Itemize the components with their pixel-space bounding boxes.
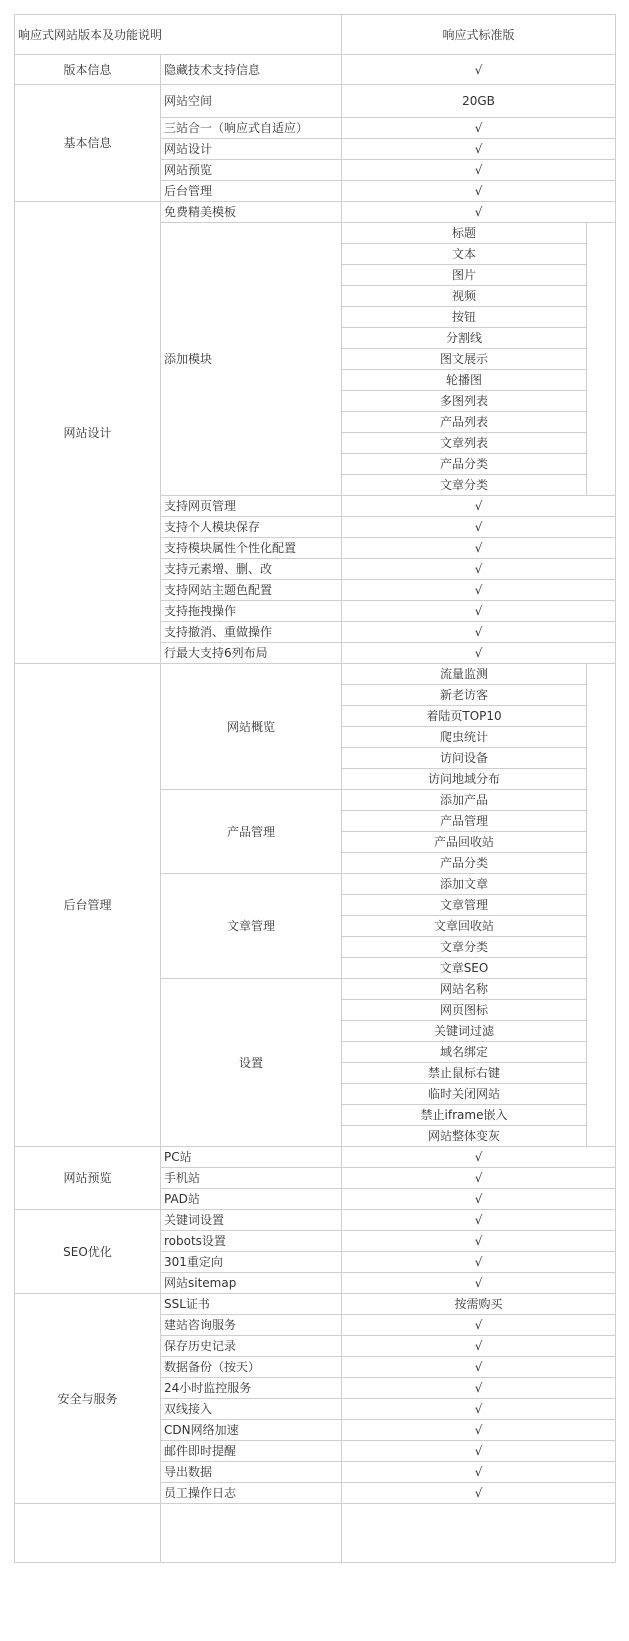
value-cell: √: [342, 1357, 616, 1378]
feature-cell: 301重定向: [161, 1252, 342, 1273]
value-cell: √: [342, 601, 616, 622]
admin-item: 网页图标: [342, 1000, 587, 1021]
value-cell: 20GB: [342, 85, 616, 118]
feature-cell: PAD站: [161, 1189, 342, 1210]
value-cell: √: [342, 559, 616, 580]
value-cell: √: [342, 55, 616, 85]
admin-group-label: 设置: [161, 979, 342, 1147]
value-cell: √: [342, 1462, 616, 1483]
value-cell: √: [342, 1378, 616, 1399]
value-cell: √: [342, 496, 616, 517]
table-row: [15, 1210, 616, 1231]
value-cell: √: [342, 517, 616, 538]
value-cell: √: [342, 580, 616, 601]
category-cell: SEO优化: [15, 1210, 161, 1294]
module-item: 文章分类: [342, 475, 587, 496]
feature-cell: CDN网络加速: [161, 1420, 342, 1441]
admin-group-label: 产品管理: [161, 790, 342, 874]
category-cell: 网站设计: [15, 202, 161, 664]
feature-cell: 邮件即时提醒: [161, 1441, 342, 1462]
feature-cell: 24小时监控服务: [161, 1378, 342, 1399]
admin-group-label: 文章管理: [161, 874, 342, 979]
value-cell: √: [342, 1231, 616, 1252]
empty-cell: [15, 1504, 161, 1563]
value-cell: √: [342, 118, 616, 139]
value-cell: √: [342, 139, 616, 160]
value-cell: √: [342, 622, 616, 643]
feature-cell: 双线接入: [161, 1399, 342, 1420]
admin-item: 域名绑定: [342, 1042, 587, 1063]
table-row: [15, 1147, 616, 1168]
value-cell: √: [342, 160, 616, 181]
admin-group-label: 网站概览: [161, 664, 342, 790]
feature-cell: 网站空间: [161, 85, 342, 118]
module-item: 图片: [342, 265, 587, 286]
admin-item: 文章分类: [342, 937, 587, 958]
value-cell: √: [342, 538, 616, 559]
feature-cell: 网站sitemap: [161, 1273, 342, 1294]
modules-label: 添加模块: [161, 223, 342, 496]
admin-item: 产品管理: [342, 811, 587, 832]
feature-cell: 关键词设置: [161, 1210, 342, 1231]
empty-cell: [587, 223, 616, 496]
value-cell: √: [342, 1441, 616, 1462]
admin-item: 关键词过滤: [342, 1021, 587, 1042]
admin-item: 禁止iframe嵌入: [342, 1105, 587, 1126]
feature-cell: 支持撤消、重做操作: [161, 622, 342, 643]
admin-item: 文章管理: [342, 895, 587, 916]
value-cell: √: [342, 1483, 616, 1504]
feature-cell: 隐藏技术支持信息: [161, 55, 342, 85]
module-item: 多图列表: [342, 391, 587, 412]
feature-cell: robots设置: [161, 1231, 342, 1252]
value-cell: √: [342, 202, 616, 223]
empty-row: [15, 1504, 616, 1563]
table-row: [15, 55, 616, 85]
empty-cell: [342, 1504, 616, 1563]
feature-cell: 数据备份（按天）: [161, 1357, 342, 1378]
admin-item: 爬虫统计: [342, 727, 587, 748]
category-cell: 安全与服务: [15, 1294, 161, 1504]
module-item: 文章列表: [342, 433, 587, 454]
edition-name: 响应式标准版: [342, 15, 616, 55]
value-cell: √: [342, 1273, 616, 1294]
value-cell: √: [342, 1210, 616, 1231]
feature-cell: 网站预览: [161, 160, 342, 181]
feature-cell: 手机站: [161, 1168, 342, 1189]
admin-item: 临时关闭网站: [342, 1084, 587, 1105]
admin-item: 流量监测: [342, 664, 587, 685]
admin-item: 文章SEO: [342, 958, 587, 979]
module-item: 按钮: [342, 307, 587, 328]
value-cell: √: [342, 1336, 616, 1357]
admin-item: 文章回收站: [342, 916, 587, 937]
feature-cell: 建站咨询服务: [161, 1315, 342, 1336]
feature-cell: 行最大支持6列布局: [161, 643, 342, 664]
table-row: [15, 664, 616, 685]
feature-cell: SSL证书: [161, 1294, 342, 1315]
feature-cell: 免费精美模板: [161, 202, 342, 223]
feature-cell: 网站设计: [161, 139, 342, 160]
value-cell: √: [342, 1147, 616, 1168]
feature-cell: 支持元素增、删、改: [161, 559, 342, 580]
table-row: [15, 85, 616, 118]
feature-cell: 导出数据: [161, 1462, 342, 1483]
admin-item: 禁止鼠标右键: [342, 1063, 587, 1084]
category-cell: 网站预览: [15, 1147, 161, 1210]
category-cell: 版本信息: [15, 55, 161, 85]
admin-item: 着陆页TOP10: [342, 706, 587, 727]
module-item: 轮播图: [342, 370, 587, 391]
admin-item: 网站名称: [342, 979, 587, 1000]
category-cell: 后台管理: [15, 664, 161, 1147]
admin-item: 访问设备: [342, 748, 587, 769]
empty-cell: [587, 664, 616, 1147]
feature-cell: 后台管理: [161, 181, 342, 202]
table-title: 响应式网站版本及功能说明: [15, 15, 342, 55]
feature-comparison-table: [14, 14, 616, 1563]
value-cell: √: [342, 1315, 616, 1336]
module-item: 图文展示: [342, 349, 587, 370]
feature-cell: 支持拖拽操作: [161, 601, 342, 622]
admin-item: 网站整体变灰: [342, 1126, 587, 1147]
value-cell: √: [342, 1252, 616, 1273]
value-cell: √: [342, 1189, 616, 1210]
feature-cell: 支持个人模块保存: [161, 517, 342, 538]
table-row: [15, 1294, 616, 1315]
empty-cell: [161, 1504, 342, 1563]
feature-cell: 支持网站主题色配置: [161, 580, 342, 601]
value-cell: √: [342, 181, 616, 202]
feature-cell: 支持网页管理: [161, 496, 342, 517]
admin-item: 产品回收站: [342, 832, 587, 853]
value-cell: √: [342, 1399, 616, 1420]
module-item: 视频: [342, 286, 587, 307]
feature-cell: 保存历史记录: [161, 1336, 342, 1357]
feature-cell: 三站合一（响应式自适应）: [161, 118, 342, 139]
module-item: 产品列表: [342, 412, 587, 433]
value-cell: √: [342, 643, 616, 664]
value-cell: 按需购买: [342, 1294, 616, 1315]
table-header-row: [15, 15, 616, 55]
module-item: 文本: [342, 244, 587, 265]
feature-cell: PC站: [161, 1147, 342, 1168]
admin-item: 访问地域分布: [342, 769, 587, 790]
admin-item: 添加产品: [342, 790, 587, 811]
admin-item: 新老访客: [342, 685, 587, 706]
table-row: [15, 202, 616, 223]
admin-item: 产品分类: [342, 853, 587, 874]
value-cell: √: [342, 1420, 616, 1441]
module-item: 分割线: [342, 328, 587, 349]
feature-cell: 员工操作日志: [161, 1483, 342, 1504]
category-cell: 基本信息: [15, 85, 161, 202]
module-item: 产品分类: [342, 454, 587, 475]
admin-item: 添加文章: [342, 874, 587, 895]
module-item: 标题: [342, 223, 587, 244]
value-cell: √: [342, 1168, 616, 1189]
feature-cell: 支持模块属性个性化配置: [161, 538, 342, 559]
